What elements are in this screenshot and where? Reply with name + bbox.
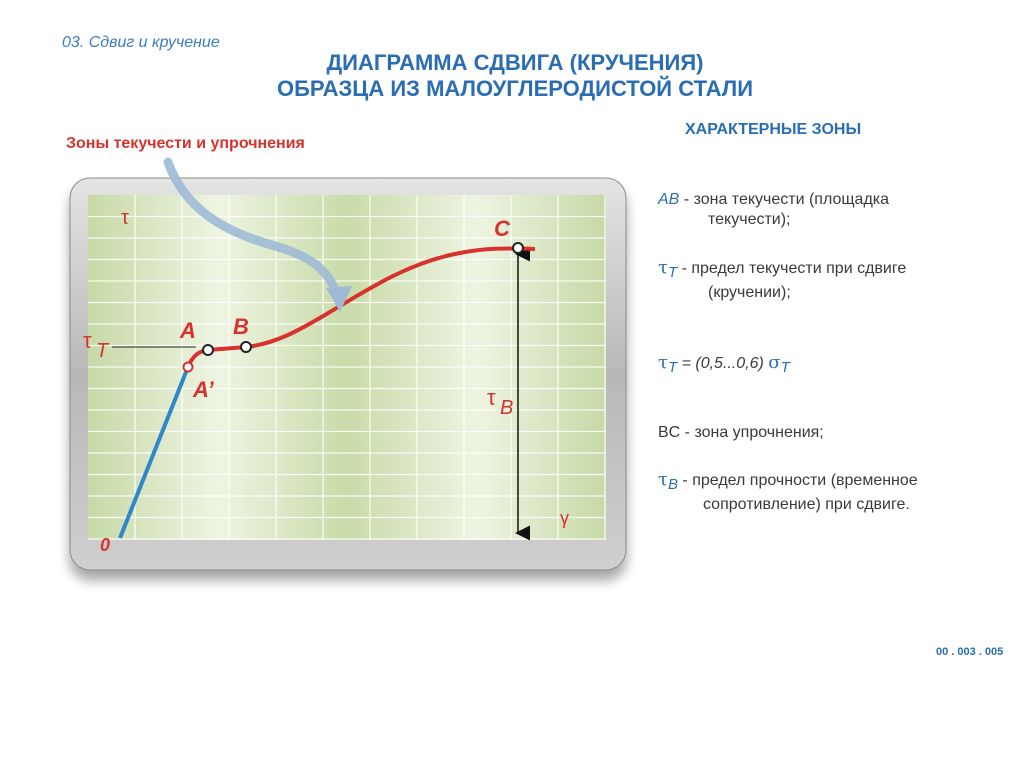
tau-b-subscript: B <box>500 397 514 419</box>
tau-t-symbol: τ <box>83 328 92 353</box>
legend-ab-line2: текучести); <box>708 211 791 228</box>
point-b-marker <box>241 342 251 352</box>
legend-formula-sigma-sub: T <box>780 359 790 377</box>
legend-tau-t-line2: (кручении); <box>708 284 791 302</box>
legend-tau-t-subscript: T <box>667 264 678 282</box>
legend-tau-b-subscript: B <box>667 476 678 494</box>
point-a-label: A <box>180 318 196 343</box>
side-heading: ХАРАКТЕРНЫЕ ЗОНЫ <box>685 121 862 138</box>
legend-tau-t-symbol: τ <box>658 257 668 278</box>
legend-tau-b-symbol: τ <box>658 469 668 490</box>
legend-tau-t-line1: - предел текучести при сдвиге <box>677 260 907 277</box>
title-line-2: ОБРАЗЦА ИЗ МАЛОУГЛЕРОДИСТОЙ СТАЛИ <box>276 76 754 101</box>
gamma-axis-label: γ <box>560 508 569 528</box>
legend-tau-t <box>658 258 1003 303</box>
legend-ab <box>658 190 1003 230</box>
point-c-label: C <box>494 216 510 241</box>
legend-formula-tau: τ <box>658 352 668 373</box>
point-a-prime-label: A’ <box>193 377 214 402</box>
legend-formula-tau-sub: T <box>667 359 678 377</box>
legend-bc <box>658 423 1003 443</box>
legend-tau-b <box>658 470 1003 515</box>
topic-label: 03. Сдвиг и кручение <box>62 34 220 51</box>
legend-formula <box>658 353 1003 378</box>
origin-label: 0 <box>100 535 111 555</box>
legend-ab-prefix: AB <box>658 191 680 208</box>
legend-ab-line1: - зона текучести (площадка <box>679 191 890 208</box>
zones-annotation: Зоны текучести и упрочнения <box>66 135 305 152</box>
tau-b-symbol: τ <box>487 385 496 410</box>
legend-tau-b-line1: - предел прочности (временное <box>677 472 918 489</box>
point-a-marker <box>203 345 213 355</box>
slide-code: 00 . 003 . 005 <box>936 646 1004 658</box>
point-a-prime-marker <box>184 363 193 372</box>
point-b-label: B <box>233 314 249 339</box>
point-c-marker <box>513 243 523 253</box>
legend-formula-mid: = (0,5...0,6) <box>677 355 769 372</box>
title-line-1: ДИАГРАММА СДВИГА (КРУЧЕНИЯ) <box>326 50 704 75</box>
tau-t-subscript: T <box>96 340 109 362</box>
tau-axis-label: τ <box>121 207 129 229</box>
legend-bc-text: BC - зона упрочнения; <box>658 424 824 441</box>
legend-tau-b-line2: сопротивление) при сдвиге. <box>703 496 910 514</box>
legend-formula-sigma: σ <box>768 352 781 373</box>
